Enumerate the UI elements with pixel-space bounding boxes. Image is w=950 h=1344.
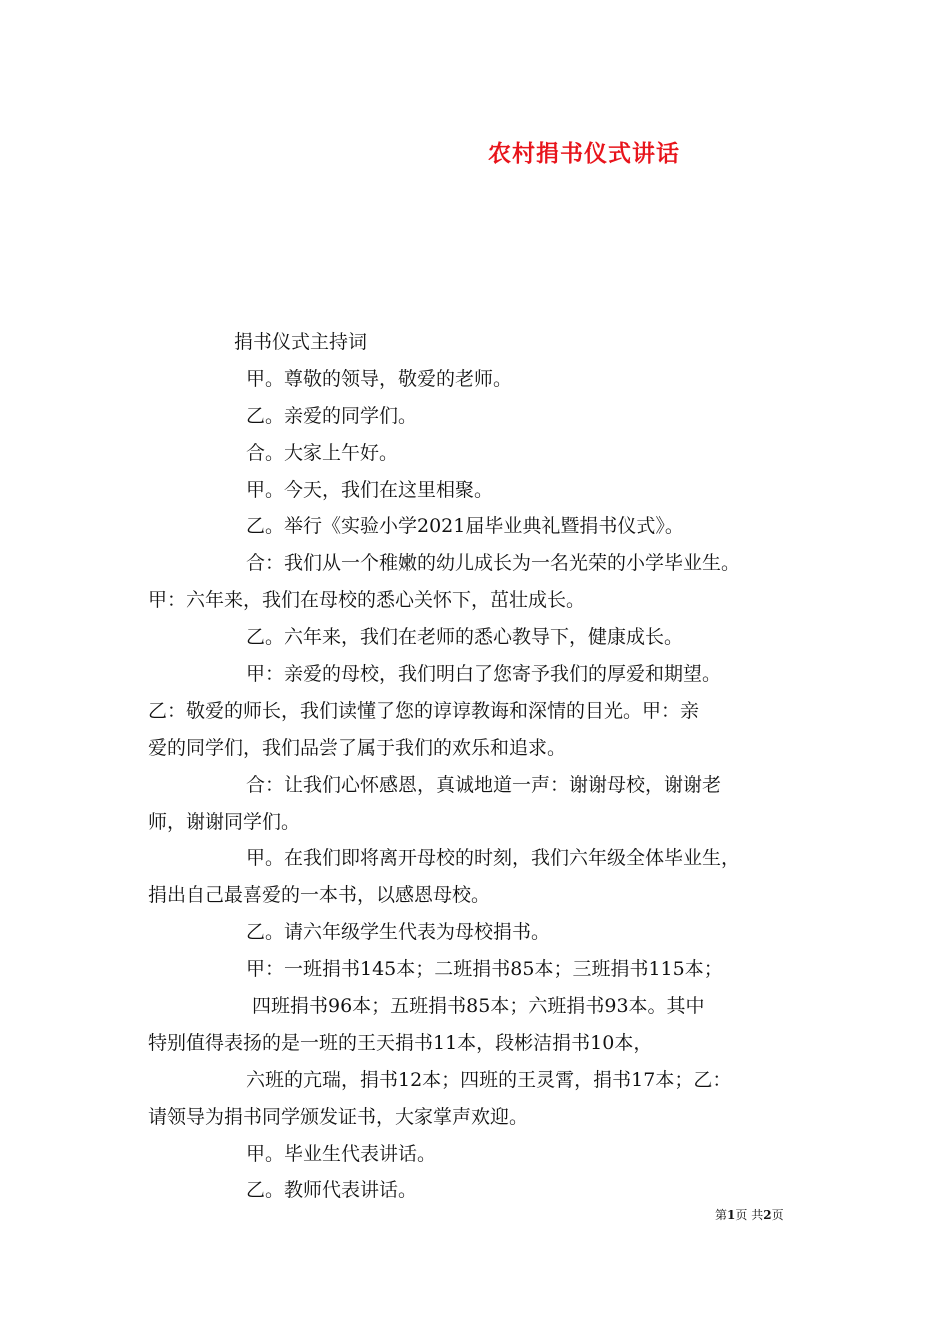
body-line: 甲。尊敬的领导，敬爱的老师。: [246, 367, 513, 390]
body-line: 甲：一班捐书145本；二班捐书85本；三班捐书115本；: [246, 958, 723, 981]
body-line: 甲。在我们即将离开母校的时刻，我们六年级全体毕业生，: [246, 847, 741, 870]
body-line: 合：我们从一个稚嫩的幼儿成长为一名光荣的小学毕业生。: [246, 552, 741, 575]
document-title: 农村捐书仪式讲话: [488, 140, 680, 167]
body-line: 甲。今天，我们在这里相聚。: [246, 478, 494, 501]
body-line: 甲。毕业生代表讲话。: [246, 1142, 437, 1165]
body-line: 请领导为捐书同学颁发证书，大家掌声欢迎。: [148, 1105, 529, 1128]
body-line: 四班捐书96本；五班捐书85本；六班捐书93本。其中: [252, 995, 705, 1018]
body-line: 乙。教师代表讲话。: [246, 1179, 418, 1202]
body-line: 师，谢谢同学们。: [148, 810, 301, 833]
footer-suffix: 页: [771, 1208, 784, 1222]
body-line: 爱的同学们，我们品尝了属于我们的欢乐和追求。: [148, 736, 567, 759]
body-line: 捐出自己最喜爱的一本书，以感恩母校。: [148, 884, 491, 907]
body-line: 六班的亢瑞，捐书12本；四班的王灵霄，捐书17本；乙：: [246, 1068, 732, 1091]
page-footer: [715, 1206, 784, 1223]
body-line: 合。大家上午好。: [246, 441, 399, 464]
document-body: [148, 324, 838, 1209]
body-line: 甲：亲爱的母校，我们明白了您寄予我们的厚爱和期望。: [246, 663, 722, 686]
body-line: 捐书仪式主持词: [234, 331, 368, 353]
body-line: 乙。亲爱的同学们。: [246, 404, 418, 427]
footer-total-pages: 2: [763, 1208, 772, 1222]
body-line: 特别值得表扬的是一班的王天捐书11本，段彬洁捐书10本，: [148, 1031, 653, 1054]
footer-page-number: 1: [727, 1208, 736, 1222]
body-line: 乙。请六年级学生代表为母校捐书。: [246, 921, 551, 944]
footer-middle: 页 共: [735, 1208, 764, 1222]
body-line: 甲：六年来，我们在母校的悉心关怀下，茁壮成长。: [148, 589, 586, 612]
body-line: 乙。六年来，我们在老师的悉心教导下，健康成长。: [246, 626, 684, 649]
body-line: 合：让我们心怀感恩，真诚地道一声：谢谢母校，谢谢老: [246, 773, 722, 796]
footer-prefix: 第: [715, 1208, 728, 1222]
body-line: 乙。举行《实验小学2021届毕业典礼暨捐书仪式》。: [246, 515, 684, 538]
body-line: 乙：敬爱的师长，我们读懂了您的谆谆教诲和深情的目光。甲：亲: [148, 699, 700, 722]
